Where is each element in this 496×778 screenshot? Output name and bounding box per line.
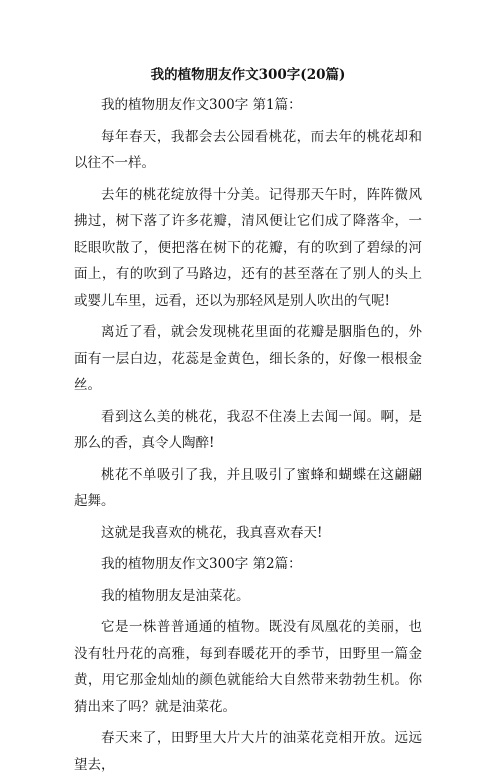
paragraph: 它是一株普普通通的植物。既没有凤凰花的美丽，也没有牡丹花的高雅，每到春暖花开的季节，田野里一篇金黄，用它那金灿灿的颜色就能给大自然带来勃勃生机。你猜出来了吗？就是油菜花。 <box>74 619 422 715</box>
paragraph: 这就是我喜欢的桃花，我真喜欢春天! <box>101 524 323 541</box>
paragraph: 春天来了，田野里大片大片的油菜花竞相开放。远远望去， <box>74 730 422 773</box>
paragraph: 去年的桃花绽放得十分美。记得那天午时，阵阵微风拂过，树下落了许多花瓣，清风便让它们成了降落伞，一眨眼吹散了，便把落在树下的花瓣，有的吹到了碧绿的河面上，有的吹到了马路边，还有的甚至落在了别人的头上或婴儿车里，远看，还以为那轻风是别人吹出的气呢! <box>74 186 422 309</box>
document-title: 我的植物朋友作文300字(20篇) <box>150 67 346 83</box>
paragraph: 离近了看，就会发现桃花里面的花瓣是胭脂色的，外面有一层白边，花蕊是金黄色，细长条的，好像一根根金丝。 <box>74 324 422 393</box>
paragraph: 我的植物朋友作文300字 第2篇： <box>101 556 302 572</box>
paragraph: 我的植物朋友作文300字 第1篇： <box>101 97 302 113</box>
paragraph: 每年春天，我都会去公园看桃花，而去年的桃花却和以往不一样。 <box>74 128 422 171</box>
paragraph: 桃花不单吸引了我，并且吸引了蜜蜂和蝴蝶在这翩翩起舞。 <box>74 466 422 509</box>
paragraph: 我的植物朋友是油菜花。 <box>101 587 250 604</box>
paragraph: 看到这么美的桃花，我忍不住凑上去闻一闻。啊，是那么的香，真令人陶醉! <box>74 408 422 451</box>
